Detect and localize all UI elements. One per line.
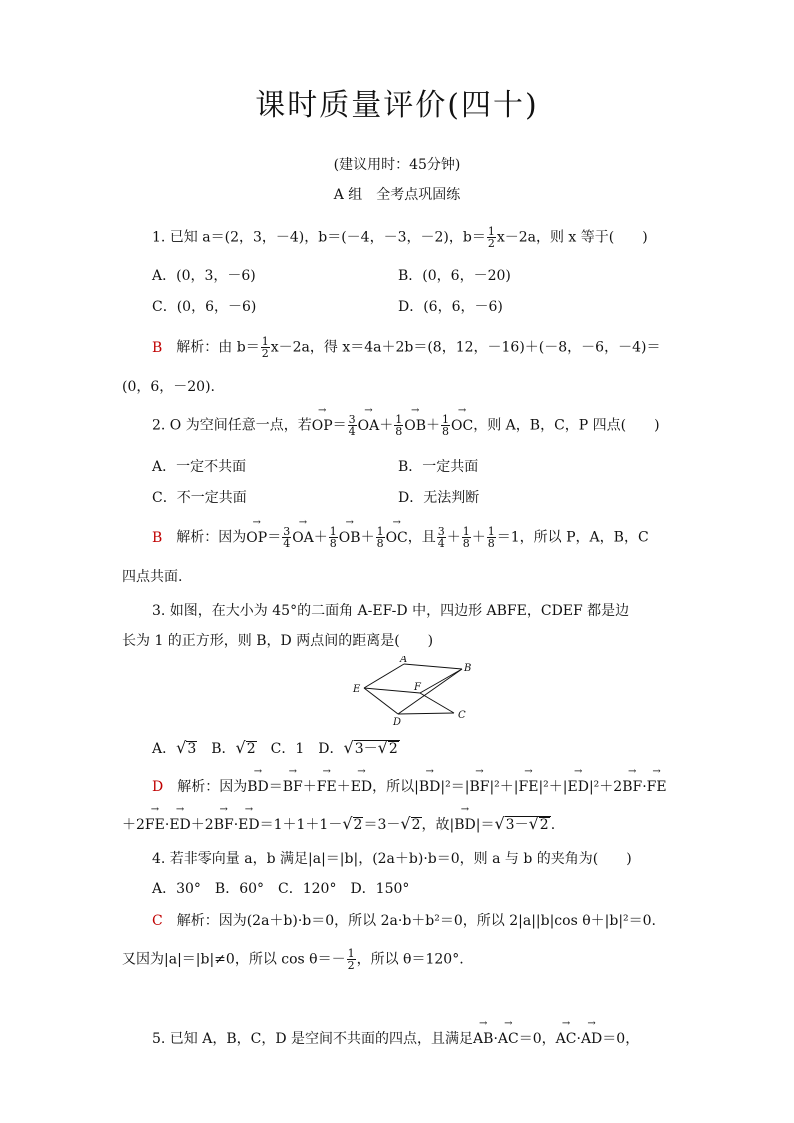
fraction: $\frac{3}{4}$ [348,413,356,438]
q4-answer-letter: C [152,913,163,929]
q3-stem-1: 3. 如图，在大小为 45°的二面角 A-EF-D 中，四边形 ABFE，CDEF 都是边 [152,603,630,619]
q2-option-b: B．一定共面 [398,459,479,475]
q4-solution-cont: 又因为|a|＝|b|≠0，所以 cos θ＝－ $\frac{1}{2}$ ，所以 θ＝120°. [122,947,464,972]
dihedral-angle-figure [348,656,478,728]
q1-solution-cont: (0，6，－20). [122,379,216,395]
q3-solution-cont: ＋2→ FE·→ ED＋2→ BF·→ ED＝1＋1＋1－√2＝3－√2，故|→ BD|＝√3－√2 . [122,814,682,834]
q1-option-a: A．(0，3，－6) [152,268,256,284]
q1-stem: 1. 已知 a＝(2，3，－4)，b＝(－4，－3，－2)，b＝ $\frac{1}{2}$ x－2a，则 x 等于( ) [152,225,648,250]
q4-options: A．30° B．60° C．120° D．150° [152,881,410,897]
edge-ef [364,688,420,693]
edge-ea [364,664,404,688]
q2-solution-cont: 四点共面. [122,569,183,585]
label-b: B [464,663,472,674]
fraction: $\frac{1}{8}$ [442,413,450,438]
q2-answer-letter: B [152,529,163,546]
q2-stem: 2. O 为空间任意一点，若→ OP＝ $\frac{3}{4}$ → OA＋ $\frac{1}{8}$ → OB＋ $\frac{1}{8}$ → OC，则 A，B，C，P 四点( ) [152,414,712,437]
vector-op: → OP [312,418,333,434]
q3-options: A．√3 B．√2 C．1 D．√3－√2 [152,738,398,757]
edge-fc [420,693,454,713]
edge-ed [364,688,398,714]
q3-stem-2: 长为 1 的正方形，则 B，D 两点间的距离是( ) [122,633,434,649]
edge-fb [420,669,462,693]
vector-oc: → OC [451,418,473,434]
q5-stem: 5. 已知 A，B，C，D 是空间不共面的四点，且满足→ AB·→ AC＝0，→ AC·→ AD＝0， [152,1028,712,1048]
label-f: F [414,682,421,693]
q3-answer-letter: D [152,779,164,795]
fraction: $\frac{1}{8}$ [395,413,403,438]
edge-ab [404,664,462,669]
q1-answer-letter: B [152,339,163,356]
q2-option-c: C．不一定共面 [152,490,247,506]
q4-solution: C 解析：因为(2a＋b)·b＝0，所以 2a·b＋b²＝0，所以 2|a||b|cos θ＋|b|²＝0. [152,913,657,929]
label-d: D [393,717,402,728]
fraction: $\frac{1}{2}$ [487,225,495,250]
page-title: 课时质量评价(四十) [255,88,539,123]
vector-oa: → OA [358,418,380,434]
label-e: E [353,684,361,695]
group-heading: A 组 全考点巩固练 [333,187,461,203]
fraction: $\frac{1}{2}$ [261,335,269,360]
label-a: A [400,656,408,665]
q3-solution: D 解析：因为→ BD＝→ BF＋→ FE＋→ ED，所以|→ BD|²＝|→ BF|²＋|→ FE|²＋|→ ED|²＋2→ BF·→ FE [152,776,712,796]
q2-solution: B 解析：因为→ OP＝ $\frac{3}{4}$ → OA＋ $\frac{1}{8}$ → OB＋ $\frac{1}{8}$ → OC，且 $\frac{3}{4}$ ＋ $\frac{1}{8}$ ＋ $\frac{1}{8}$ ＝1，所以 P，A，B，C [152,526,712,549]
q1-option-d: D．(6，6，－6) [398,299,503,315]
time-note: (建议用时：45分钟) [333,157,461,173]
q1-solution: B 解析：由 b＝ $\frac{1}{2}$ x－2a，得 x＝4a＋2b＝(8，12，－16)＋(－8，－6，－4)＝ [152,335,661,360]
q4-stem: 4. 若非零向量 a，b 满足|a|＝|b|，(2a＋b)·b＝0，则 a 与 b 的夹角为( ) [152,851,632,867]
vector-ob: → OB [404,418,426,434]
q1-option-b: B．(0，6，－20) [398,268,511,284]
q2-option-a: A．一定不共面 [152,459,247,475]
label-c: C [458,710,466,721]
q1-option-c: C．(0，6，－6) [152,299,257,315]
q2-option-d: D．无法判断 [398,490,480,506]
edge-dc [398,713,454,714]
